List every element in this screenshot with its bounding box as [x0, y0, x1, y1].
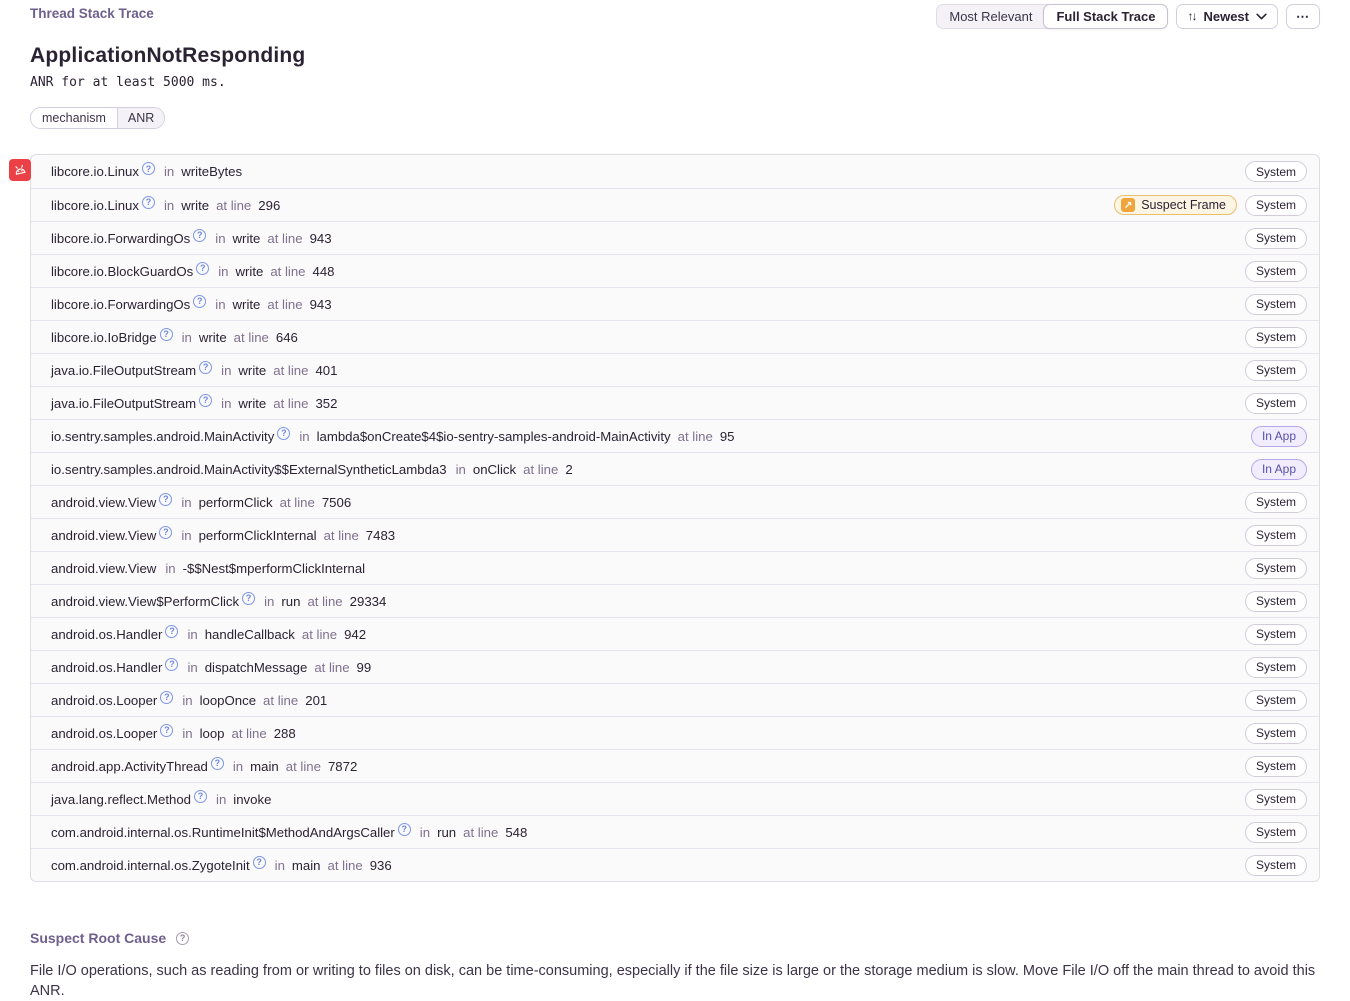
help-icon[interactable]: ?	[277, 427, 290, 440]
root-cause-title: Suspect Root Cause	[30, 930, 167, 946]
frame-at-line-label: at line	[263, 692, 299, 708]
frame-at-line-label: at line	[314, 659, 350, 675]
frame-line-number: 548	[505, 824, 528, 840]
frame-badges	[1251, 426, 1307, 447]
help-icon[interactable]: ?	[199, 394, 212, 407]
stack-frame-row[interactable]	[31, 386, 1319, 419]
frame-badges	[1245, 789, 1307, 810]
frame-origin-badge: System	[1245, 492, 1307, 513]
frame-in-label: in	[165, 560, 176, 576]
frame-in-label: in	[163, 164, 175, 179]
root-cause-title-row	[30, 930, 1320, 946]
help-icon[interactable]: ?	[159, 526, 172, 539]
frame-badges	[1245, 525, 1307, 546]
frame-at-line-label: at line	[233, 329, 269, 345]
frame-line-number: 296	[258, 197, 281, 213]
frame-function: performClick	[198, 494, 273, 510]
frame-function: onClick	[472, 461, 517, 477]
stack-frame-row[interactable]	[31, 815, 1319, 848]
frame-badges	[1245, 657, 1307, 678]
frame-badges	[1245, 161, 1307, 182]
frame-at-line-label: at line	[231, 725, 267, 741]
frame-origin-badge: System	[1245, 855, 1307, 876]
stack-frame-row[interactable]	[31, 287, 1319, 320]
suspect-root-cause-section	[30, 930, 1320, 1001]
sort-button-label: Newest	[1203, 9, 1249, 24]
help-icon[interactable]: ?	[142, 162, 155, 175]
frame-in-label: in	[264, 593, 275, 609]
stack-frame-row[interactable]	[31, 155, 1319, 188]
frame-module: libcore.io.Linux	[51, 164, 139, 179]
frame-line-number: 942	[344, 626, 367, 642]
frame-at-line-label: at line	[267, 230, 303, 246]
error-message: ANR for at least 5000 ms.	[30, 75, 226, 90]
frame-function: lambda$onCreate$4$io-sentry-samples-android-MainActivity	[316, 428, 671, 444]
frame-module: io.sentry.samples.android.MainActivity	[51, 428, 275, 444]
frame-badges	[1245, 261, 1307, 282]
stack-frame-row[interactable]	[31, 848, 1319, 881]
frame-at-line-label: at line	[285, 758, 321, 774]
stack-frame-row[interactable]	[31, 749, 1319, 782]
frame-line-number: 29334	[349, 593, 387, 609]
stack-frame-row[interactable]	[31, 188, 1319, 221]
frame-at-line-label: at line	[323, 527, 359, 543]
frame-module: android.view.View	[51, 560, 157, 576]
frame-module: android.os.Looper	[51, 725, 158, 741]
help-icon[interactable]: ?	[165, 658, 178, 671]
frame-origin-badge: System	[1245, 756, 1307, 777]
stack-frame-row[interactable]	[31, 551, 1319, 584]
error-type-title: ApplicationNotResponding	[30, 44, 306, 67]
section-title: Thread Stack Trace	[30, 6, 154, 21]
help-icon[interactable]: ?	[176, 932, 189, 945]
frame-badges	[1245, 624, 1307, 645]
frame-module: android.view.View$PerformClick	[51, 593, 240, 609]
frame-at-line-label: at line	[273, 395, 309, 411]
frame-origin-badge: System	[1245, 393, 1307, 414]
frame-function: invoke	[233, 791, 272, 807]
frame-in-label: in	[215, 230, 226, 246]
frame-module: android.os.Looper	[51, 692, 158, 708]
frame-at-line-label: at line	[267, 296, 303, 312]
stack-frame-row[interactable]	[31, 584, 1319, 617]
mechanism-tag-pill[interactable]	[30, 107, 165, 129]
frame-module: android.os.Handler	[51, 659, 163, 675]
frame-origin-badge: In App	[1251, 459, 1307, 480]
tab-most-relevant[interactable]: Most Relevant	[949, 9, 1033, 24]
frame-in-label: in	[455, 461, 466, 477]
help-icon[interactable]: ?	[242, 592, 255, 605]
frame-in-label: in	[182, 725, 193, 741]
stack-frame-row[interactable]	[31, 617, 1319, 650]
frame-in-label: in	[221, 395, 232, 411]
frame-function: main	[291, 857, 321, 873]
frame-badges	[1245, 558, 1307, 579]
frame-origin-badge: System	[1245, 822, 1307, 843]
frame-badges	[1245, 756, 1307, 777]
frame-badges	[1245, 690, 1307, 711]
frame-badges	[1245, 294, 1307, 315]
stack-frame-row[interactable]	[31, 518, 1319, 551]
frame-at-line-label: at line	[327, 857, 363, 873]
stack-frame-row[interactable]	[31, 650, 1319, 683]
frame-line-number: 352	[315, 395, 338, 411]
frame-module: android.os.Handler	[51, 626, 163, 642]
frame-function: write	[198, 329, 227, 345]
frame-module: libcore.io.ForwardingOs	[51, 296, 191, 312]
frame-line-number: 936	[369, 857, 392, 873]
suspect-frame-badge	[1114, 195, 1237, 215]
chevron-down-icon	[1256, 13, 1267, 20]
frame-at-line-label: at line	[677, 428, 713, 444]
frame-origin-badge: System	[1245, 327, 1307, 348]
frame-line-number: 7483	[365, 527, 396, 543]
stack-frame-row[interactable]	[31, 485, 1319, 518]
frame-in-label: in	[216, 791, 227, 807]
frame-line-number: 7506	[321, 494, 352, 510]
frame-badges	[1245, 228, 1307, 249]
frame-badges	[1245, 723, 1307, 744]
anr-robot-icon	[9, 159, 31, 181]
help-icon[interactable]: ?	[193, 229, 206, 242]
frame-origin-badge: System	[1245, 558, 1307, 579]
frame-line-number: 646	[275, 329, 298, 345]
frame-line-number: 943	[309, 230, 332, 246]
frame-in-label: in	[218, 263, 229, 279]
frame-line-number: 288	[273, 725, 296, 741]
tag-value: ANR	[118, 108, 164, 128]
frame-function: handleCallback	[204, 626, 295, 642]
frame-line-number: 7872	[327, 758, 358, 774]
frame-in-label: in	[182, 692, 193, 708]
frame-origin-badge: System	[1245, 360, 1307, 381]
more-options-button[interactable]	[1286, 4, 1320, 29]
stack-frame-row[interactable]	[31, 782, 1319, 815]
frame-module: libcore.io.BlockGuardOs	[51, 263, 194, 279]
suspect-frame-label: Suspect Frame	[1141, 198, 1226, 212]
help-icon[interactable]: ?	[160, 724, 173, 737]
frame-in-label: in	[181, 494, 192, 510]
frame-function: main	[250, 758, 279, 774]
frame-at-line-label: at line	[523, 461, 559, 477]
frame-module: java.lang.reflect.Method	[51, 791, 192, 807]
frame-badges	[1245, 591, 1307, 612]
frame-function: performClickInternal	[198, 527, 317, 543]
frame-origin-badge: System	[1245, 723, 1307, 744]
stack-frame-row[interactable]	[31, 353, 1319, 386]
frame-in-label: in	[187, 659, 198, 675]
frame-line-number: 95	[719, 428, 735, 444]
tab-full-stack-trace[interactable]: Full Stack Trace	[1043, 4, 1168, 29]
frame-function: -$$Nest$mperformClickInternal	[182, 560, 366, 576]
frame-badges	[1251, 459, 1307, 480]
frame-function: dispatchMessage	[204, 659, 308, 675]
stack-frame-row[interactable]	[31, 716, 1319, 749]
stack-trace-section	[30, 154, 1320, 882]
frame-module: android.view.View	[51, 494, 157, 510]
help-icon[interactable]: ?	[160, 691, 173, 704]
frame-origin-badge: System	[1245, 591, 1307, 612]
frame-at-line-label: at line	[273, 362, 309, 378]
frame-line-number: 448	[312, 263, 335, 279]
help-icon[interactable]: ?	[199, 361, 212, 374]
frame-at-line-label: at line	[279, 494, 315, 510]
frame-in-label: in	[232, 758, 244, 774]
frame-origin-badge: System	[1245, 195, 1307, 216]
frame-in-label: in	[181, 527, 192, 543]
frame-module: java.io.FileOutputStream	[51, 362, 197, 378]
frame-function: loop	[199, 725, 225, 741]
header-bar	[30, 0, 1320, 29]
frame-badges	[1245, 360, 1307, 381]
frame-module: libcore.io.Linux	[51, 197, 139, 213]
frame-line-number: 943	[309, 296, 332, 312]
help-icon[interactable]: ?	[194, 790, 207, 803]
frame-function: run	[281, 593, 301, 609]
frame-origin-badge: System	[1245, 161, 1307, 182]
frame-function: loopOnce	[199, 692, 257, 708]
sort-newest-button[interactable]	[1176, 4, 1278, 29]
frame-badges	[1245, 492, 1307, 513]
help-icon[interactable]: ?	[211, 757, 224, 770]
frame-line-number: 2	[565, 461, 573, 477]
frame-module: android.view.View	[51, 527, 157, 543]
help-icon[interactable]: ?	[159, 493, 172, 506]
frame-function: writeBytes	[181, 164, 243, 179]
sort-arrows-icon: ↑↓	[1187, 9, 1196, 23]
frame-at-line-label: at line	[307, 593, 343, 609]
frame-function: write	[232, 296, 261, 312]
frame-line-number: 201	[305, 692, 328, 708]
stack-frame-row[interactable]	[31, 419, 1319, 452]
root-cause-description: File I/O operations, such as reading from or writing to files on disk, can be time-consuming, especially if the file size is large or the storage medium is slow. Move File I/O off the main thread to avoid this ANR.	[30, 963, 1316, 999]
frame-module: libcore.io.IoBridge	[51, 329, 157, 345]
frame-in-label: in	[163, 197, 175, 213]
frame-module: libcore.io.ForwardingOs	[51, 230, 191, 246]
help-icon[interactable]: ?	[160, 328, 173, 341]
external-link-icon: ↗	[1121, 198, 1135, 212]
frame-in-label: in	[419, 824, 431, 840]
frame-badges	[1245, 855, 1307, 876]
stack-frame-row[interactable]	[31, 221, 1319, 254]
frame-badges	[1245, 393, 1307, 414]
frame-origin-badge: System	[1245, 525, 1307, 546]
frame-origin-badge: System	[1245, 657, 1307, 678]
frame-at-line-label: at line	[301, 626, 338, 642]
frame-function: write	[238, 362, 267, 378]
stack-frame-row[interactable]	[31, 452, 1319, 485]
frame-origin-badge: System	[1245, 294, 1307, 315]
frame-origin-badge: System	[1245, 228, 1307, 249]
frame-line-number: 401	[315, 362, 338, 378]
help-icon[interactable]: ?	[193, 295, 206, 308]
frame-in-label: in	[299, 428, 310, 444]
frame-in-label: in	[274, 857, 285, 873]
frame-origin-badge: System	[1245, 624, 1307, 645]
stack-frame-row[interactable]	[31, 254, 1319, 287]
frame-line-number: 99	[356, 659, 372, 675]
frame-in-label: in	[221, 362, 232, 378]
frame-badges	[1114, 195, 1307, 216]
frame-in-label: in	[181, 329, 192, 345]
header-controls	[936, 4, 1320, 29]
help-icon[interactable]: ?	[196, 262, 209, 275]
frame-function: write	[181, 197, 210, 213]
help-icon[interactable]: ?	[165, 625, 178, 638]
frame-in-label: in	[187, 626, 198, 642]
ellipsis-icon: ⋯	[1296, 9, 1310, 24]
stack-trace-table	[30, 154, 1320, 882]
frame-module: android.app.ActivityThread	[51, 758, 208, 774]
frame-origin-badge: In App	[1251, 426, 1307, 447]
frame-function: write	[235, 263, 264, 279]
help-icon[interactable]: ?	[253, 856, 266, 869]
frame-function: run	[437, 824, 457, 840]
frame-badges	[1245, 327, 1307, 348]
frame-in-label: in	[215, 296, 226, 312]
frame-at-line-label: at line	[270, 263, 306, 279]
frame-function: write	[232, 230, 261, 246]
frame-module: com.android.internal.os.RuntimeInit$MethodAndArgsCaller	[51, 824, 395, 840]
help-icon[interactable]: ?	[398, 823, 411, 836]
tag-key: mechanism	[31, 108, 118, 128]
frame-origin-badge: System	[1245, 261, 1307, 282]
frame-module: java.io.FileOutputStream	[51, 395, 197, 411]
frame-at-line-label: at line	[463, 824, 499, 840]
frame-origin-badge: System	[1245, 789, 1307, 810]
help-icon[interactable]: ?	[142, 196, 155, 209]
frame-badges	[1245, 822, 1307, 843]
frame-origin-badge: System	[1245, 690, 1307, 711]
frame-at-line-label: at line	[216, 197, 252, 213]
trace-view-segmented-control	[936, 4, 1168, 29]
stack-frame-row[interactable]	[31, 683, 1319, 716]
frame-module: io.sentry.samples.android.MainActivity$$ExternalSyntheticLambda3	[51, 461, 447, 477]
frame-module: com.android.internal.os.ZygoteInit	[51, 857, 250, 873]
frame-function: write	[238, 395, 267, 411]
stack-frame-row[interactable]	[31, 320, 1319, 353]
